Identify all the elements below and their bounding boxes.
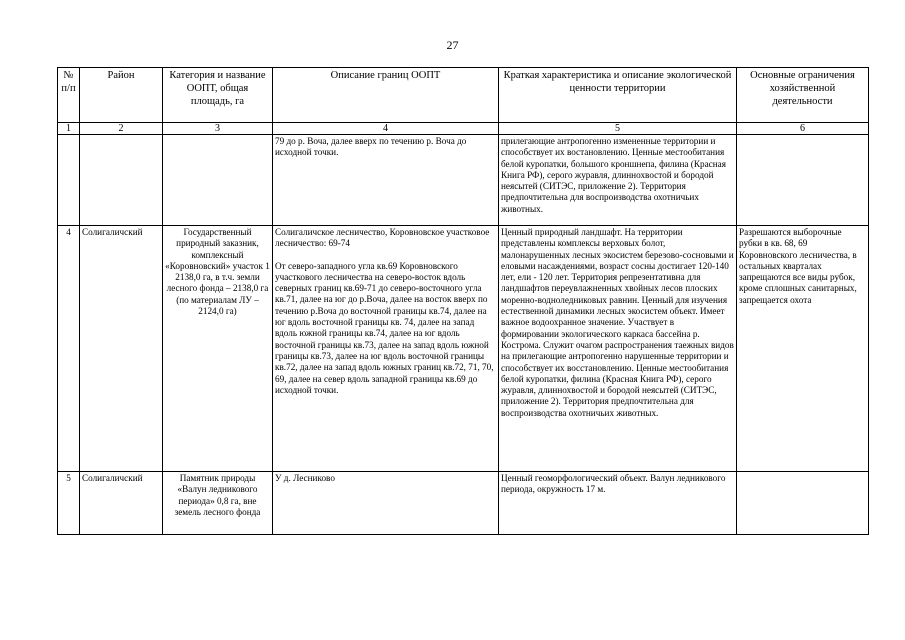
- header-boundaries: Описание границ ООПТ: [273, 68, 499, 123]
- cell-boundaries: 79 до р. Воча, далее вверх по течению р. Воча до исходной точки.: [273, 135, 499, 226]
- column-number: 2: [80, 123, 163, 135]
- cell-category: Памятник природы «Валун ледникового периода» 0,8 га, вне земель лесного фонда: [163, 472, 273, 535]
- protected-areas-table: [57, 67, 869, 535]
- cell-restrictions: Разрешаются выборочные рубки в кв. 68, 69 Коровновского лесничества, в остальных кварталах запрещаются все виды рубок, кроме сплошных санитарных, запрещается охота: [737, 226, 869, 472]
- cell-number: [58, 135, 80, 226]
- table-row: [58, 472, 869, 535]
- table-row: [58, 226, 869, 472]
- column-numbers-row: [58, 123, 869, 135]
- cell-number: 4: [58, 226, 80, 472]
- cell-restrictions: [737, 472, 869, 535]
- cell-boundaries: [273, 226, 499, 472]
- cell-characteristic: прилегающие антропогенно измененные территории и способствует их востановлению. Ценные местообитания белой куропатки, большого кроншнепа, филина (Красная Книга РФ), серого журавля, длиннохвостой и бородой неясытей (СИТЭС, приложение 2). Территория предпочтительна для воспроизводства охотничьих животных.: [499, 135, 737, 226]
- cell-restrictions: [737, 135, 869, 226]
- table-header-row: [58, 68, 869, 123]
- page-number: 27: [446, 38, 459, 52]
- cell-characteristic: Ценный геоморфологический объект. Валун ледникового периода, окружность 17 м.: [499, 472, 737, 535]
- cell-category: [163, 135, 273, 226]
- column-number: 5: [499, 123, 737, 135]
- boundaries-text: От северо-западного угла кв.69 Коровновского участкового лесничества на северо-восток вдоль северных границ кв.69-71 до северо-восточного угла кв.71, далее на юг до р.Воча, далее на восток вверх по течению р.Воча до восточной границы кв.74, далее на юг вдоль восточной границы кв. 74, далее на запад вдоль южной границы кв.74, далее на юг вдоль восточной границы кв.73, далее на запад вдоль южной границы кв.73, далее на юг вдоль восточной границы кв.72, далее на запад вдоль южных границ кв.72, 71, 70, 69, далее на север вдоль западной границы кв.69 до исходной точки.: [275, 260, 494, 395]
- cell-district: Солигаличский: [80, 226, 163, 472]
- column-number: 6: [737, 123, 869, 135]
- cell-district: Солигаличский: [80, 472, 163, 535]
- column-number: 1: [58, 123, 80, 135]
- paragraph-gap: [275, 250, 496, 261]
- cell-characteristic: Ценный природный ландшафт. На территории представлены комплексы верховых болот, малонарушенных лесных экосистем березово-сосновыми и еловыми насаждениями, возраст сосны достигает 120-140 лет, ели - 120 лет. Территория репрезентативна для ландшафтов переувлажненных хвойных лесов плоских моренно-водноледниковых равнин. Ценный для изучения естественной динамики лесных экосистем объект. Имеет важное водоохранное значение. Участвует в формировании экологического каркаса бассейна р. Кострома. Служит очагом распространения таежных видов на прилегающие антропогенно нарушенные территории и способствует их восстановлению. Ценные местообитания белой куропатки, филина (Красная Книга РФ), серого журавля, длиннохвостой и бородой неясытей (СИТЭС, приложение 2). Территория предпочтительна для воспроизводства охотничьих животных.: [499, 226, 737, 472]
- cell-boundaries: У д. Лесниково: [273, 472, 499, 535]
- table-row-continuation: [58, 135, 869, 226]
- cell-number: 5: [58, 472, 80, 535]
- boundaries-intro: Солигаличское лесничество, Коровновское участковое лесничество: 69-74: [275, 227, 490, 249]
- header-category: Категория и название ООПТ, общая площадь, га: [163, 68, 273, 123]
- column-number: 3: [163, 123, 273, 135]
- column-number: 4: [273, 123, 499, 135]
- cell-category: Государственный природный заказник, комплексный «Коровновский» участок 1 2138,0 га, в т.ч. земли лесного фонда – 2138,0 га (по материалам ЛУ – 2124,0 га): [163, 226, 273, 472]
- header-district: Район: [80, 68, 163, 123]
- header-number: № п/п: [58, 68, 80, 123]
- cell-district: [80, 135, 163, 226]
- header-characteristic: Краткая характеристика и описание экологической ценности территории: [499, 68, 737, 123]
- header-restrictions: Основные ограничения хозяйственной деятельности: [737, 68, 869, 123]
